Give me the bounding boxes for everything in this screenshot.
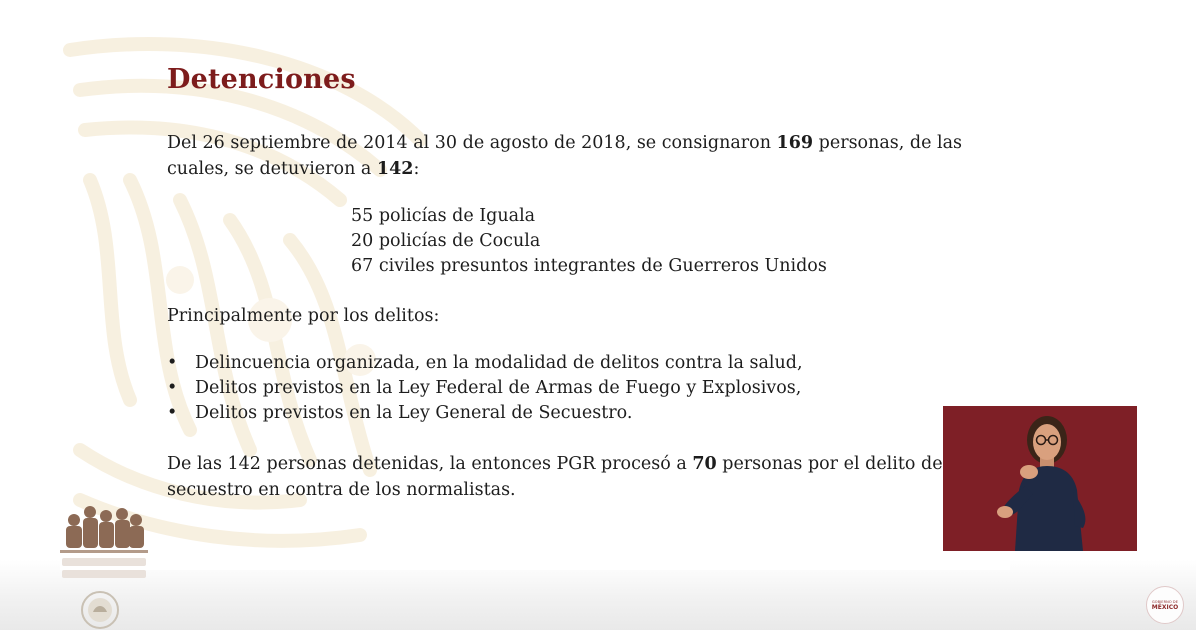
crime-text: Delincuencia organizada, en la modalidad de delitos contra la salud,: [195, 353, 803, 373]
national-seal-logo: [80, 590, 120, 630]
presentation-slide: [60, 30, 1010, 570]
processed-count: 70: [692, 454, 717, 474]
crime-text: Delitos previstos en la Ley Federal de Armas de Fuego y Explosivos,: [195, 378, 802, 398]
bullet-icon: •: [167, 403, 178, 423]
consigned-count: 169: [776, 133, 814, 153]
detainee-group-item: 55 policías de Iguala: [351, 206, 536, 226]
crime-item: [167, 401, 967, 426]
detainee-group-item: 20 policías de Cocula: [351, 231, 541, 251]
crimes-list: [167, 351, 967, 426]
detainee-groups-list: [351, 204, 967, 279]
bicentenario-logo: [56, 500, 152, 586]
crimes-intro: Principalmente por los delitos:: [167, 306, 440, 326]
sign-language-interpreter-video: [943, 406, 1137, 551]
detained-count: 142: [376, 159, 414, 179]
gobierno-logo-small-text: GOBIERNO DE: [1151, 599, 1179, 604]
slide-title: Detenciones: [167, 64, 356, 95]
conclusion-text-1: De las 142 personas detenidas, la entonces PGR procesó a: [167, 454, 693, 474]
intro-text-2: personas, de las cuales, se detuvieron a: [167, 133, 963, 179]
bullet-icon: •: [167, 353, 178, 373]
intro-text-1: Del 26 septiembre de 2014 al 30 de agosto de 2018, se consignaron: [167, 133, 777, 153]
crime-text: Delitos previstos en la Ley General de Secuestro.: [195, 403, 633, 423]
intro-text-3: :: [413, 159, 420, 179]
conclusion-text-2: personas por el delito de secuestro en contra de los normalistas.: [167, 454, 943, 500]
gobierno-logo-big-text: MÉXICO: [1151, 603, 1179, 611]
crime-item: [167, 351, 967, 376]
conclusion-paragraph: [167, 451, 967, 503]
intro-paragraph: [167, 130, 967, 182]
slide-content: [167, 60, 967, 503]
detainee-group-item: 67 civiles presuntos integrantes de Guerreros Unidos: [351, 256, 827, 276]
interpreter-figure: [943, 406, 1137, 551]
bullet-icon: •: [167, 378, 178, 398]
crime-item: [167, 376, 967, 401]
gobierno-de-mexico-logo: [1146, 586, 1184, 624]
